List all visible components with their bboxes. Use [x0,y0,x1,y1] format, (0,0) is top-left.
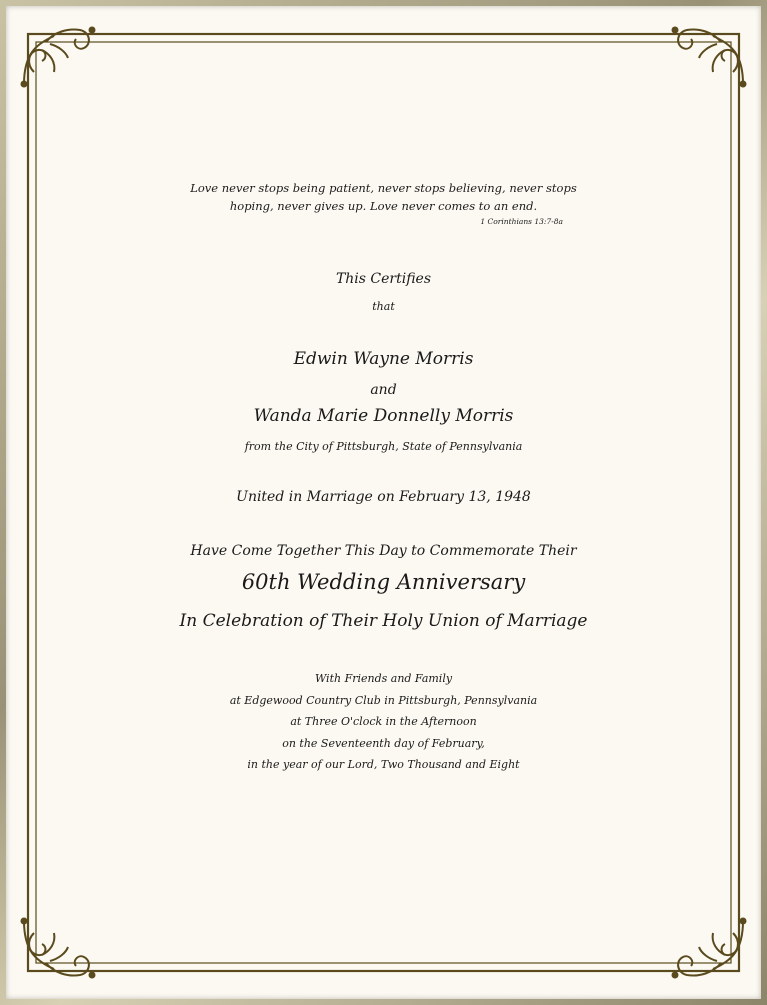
detail-line-5: in the year of our Lord, Two Thousand and Eight [247,758,520,771]
and-text: and [370,382,397,398]
verse-line-2: hoping, never gives up. Love never comes to an end. [229,199,538,213]
detail-line-4: on the Seventeenth day of February, [282,736,485,750]
anniversary-title: 60th Wedding Anniversary [241,570,526,594]
detail-line-2: at Edgewood Country Club in Pittsburgh, Pennsylvania [229,693,538,707]
bride-name: Wanda Marie Donnelly Morris [253,406,514,426]
flourish-corner-top-right [673,28,746,87]
verse-reference: 1 Corinthians 13:7-8a [480,217,563,226]
flourish-corner-top-left [22,28,95,87]
flourish-corner-bottom-right [673,919,746,978]
origin-text: from the City of Pittsburgh, State of Pennsylvania [244,440,523,453]
united-text: United in Marriage on February 13, 1948 [236,489,531,505]
certificate-paper [6,6,761,999]
that-text: that [372,300,395,313]
certifies-heading: This Certifies [335,271,432,287]
detail-line-1: With Friends and Family [314,672,453,685]
groom-name: Edwin Wayne Morris [293,349,474,369]
detail-line-3: at Three O'clock in the Afternoon [290,715,477,728]
verse-line-1: Love never stops being patient, never stops believing, never stops [190,181,577,195]
flourish-corner-bottom-left [22,919,95,978]
together-text: Have Come Together This Day to Commemorate Their [190,543,577,559]
celebration-text: In Celebration of Their Holy Union of Marriage [179,611,588,631]
